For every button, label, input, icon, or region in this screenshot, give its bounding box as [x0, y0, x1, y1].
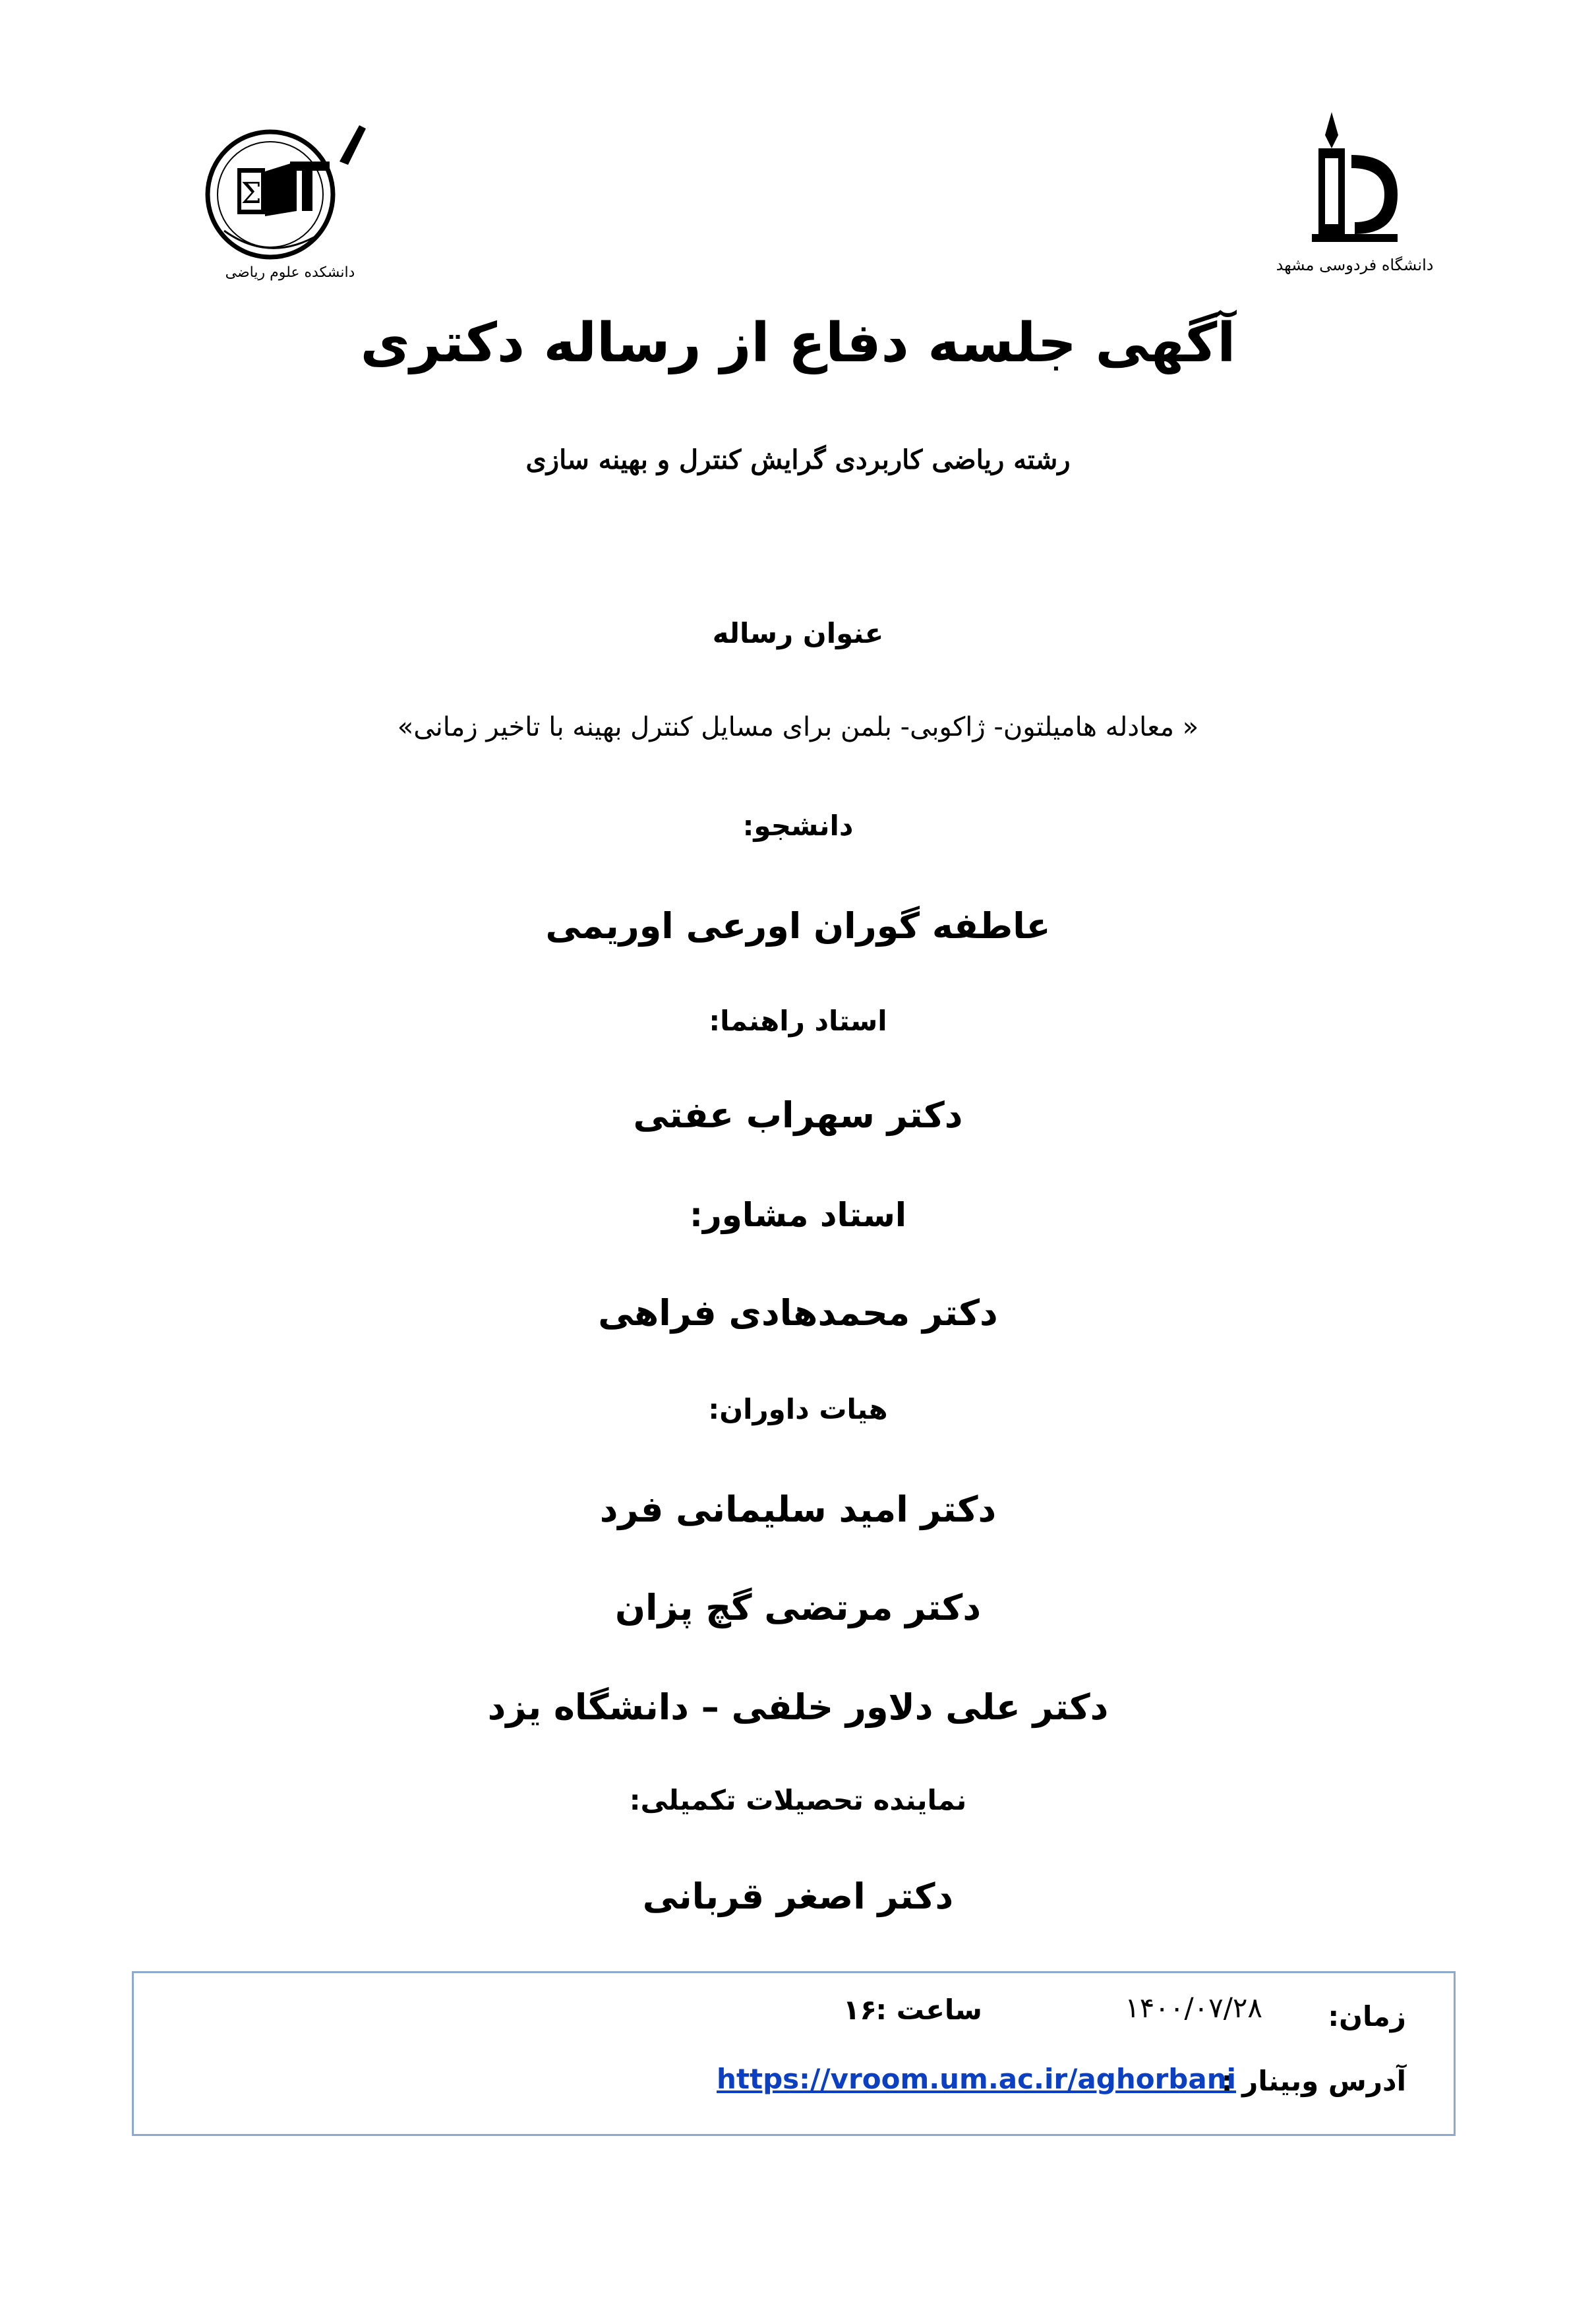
- student-name: عاطفه گوران اورعی اوریمی: [545, 905, 1051, 947]
- pen-nib-icon: [1325, 112, 1338, 148]
- graduate-rep-label: نماینده تحصیلات تکمیلی:: [629, 1784, 967, 1816]
- event-info-box: [132, 1971, 1456, 2136]
- webinar-link[interactable]: https://vroom.um.ac.ir/aghorbani: [717, 2063, 1236, 2095]
- time-label: ساعت :: [875, 1994, 982, 2026]
- faculty-caption: دانشکده علوم ریاضی: [225, 264, 355, 281]
- student-label: دانشجو:: [742, 810, 854, 842]
- committee-label: هیات داوران:: [708, 1393, 888, 1425]
- ferdowsi-university-logo: [1276, 109, 1434, 287]
- supervisor-name: دکتر سهراب عفتی: [633, 1094, 963, 1136]
- advisor-label: استاد مشاور:: [689, 1196, 907, 1234]
- sigma-icon: Σ: [241, 177, 262, 210]
- supervisor-label: استاد راهنما:: [709, 1005, 887, 1037]
- faculty-math-logo: [198, 99, 382, 290]
- advisor-name: دکتر محمدهادی فراهی: [598, 1292, 998, 1334]
- graduate-rep-name: دکتر اصغر قربانی: [642, 1876, 954, 1917]
- time-value: ۱۶: [842, 1994, 877, 2026]
- field-of-study: رشته ریاضی کاربردی گرایش کنترل و بهینه سازی: [525, 444, 1071, 475]
- thesis-title: « معادله هامیلتون- ژاکوبی- بلمن برای مسایل کنترل بهینه با تاخیر زمانی»: [397, 712, 1199, 742]
- committee-member: دکتر امید سلیمانی فرد: [599, 1489, 997, 1530]
- page-title: آگهی جلسه دفاع از رساله دکتری: [360, 312, 1236, 374]
- university-caption: دانشگاه فردوسی مشهد: [1276, 256, 1434, 274]
- webinar-label: آدرس وبینار :: [1221, 2065, 1406, 2097]
- date-value: ۱۴۰۰/۰۷/۲۸: [1125, 1992, 1262, 2024]
- committee-member: دکتر علی دلاور خلفی – دانشگاه یزد: [487, 1686, 1109, 1728]
- thesis-title-label: عنوان رساله: [712, 617, 884, 649]
- committee-member: دکتر مرتضی گچ پزان: [614, 1587, 982, 1628]
- date-label: زمان:: [1328, 2000, 1406, 2032]
